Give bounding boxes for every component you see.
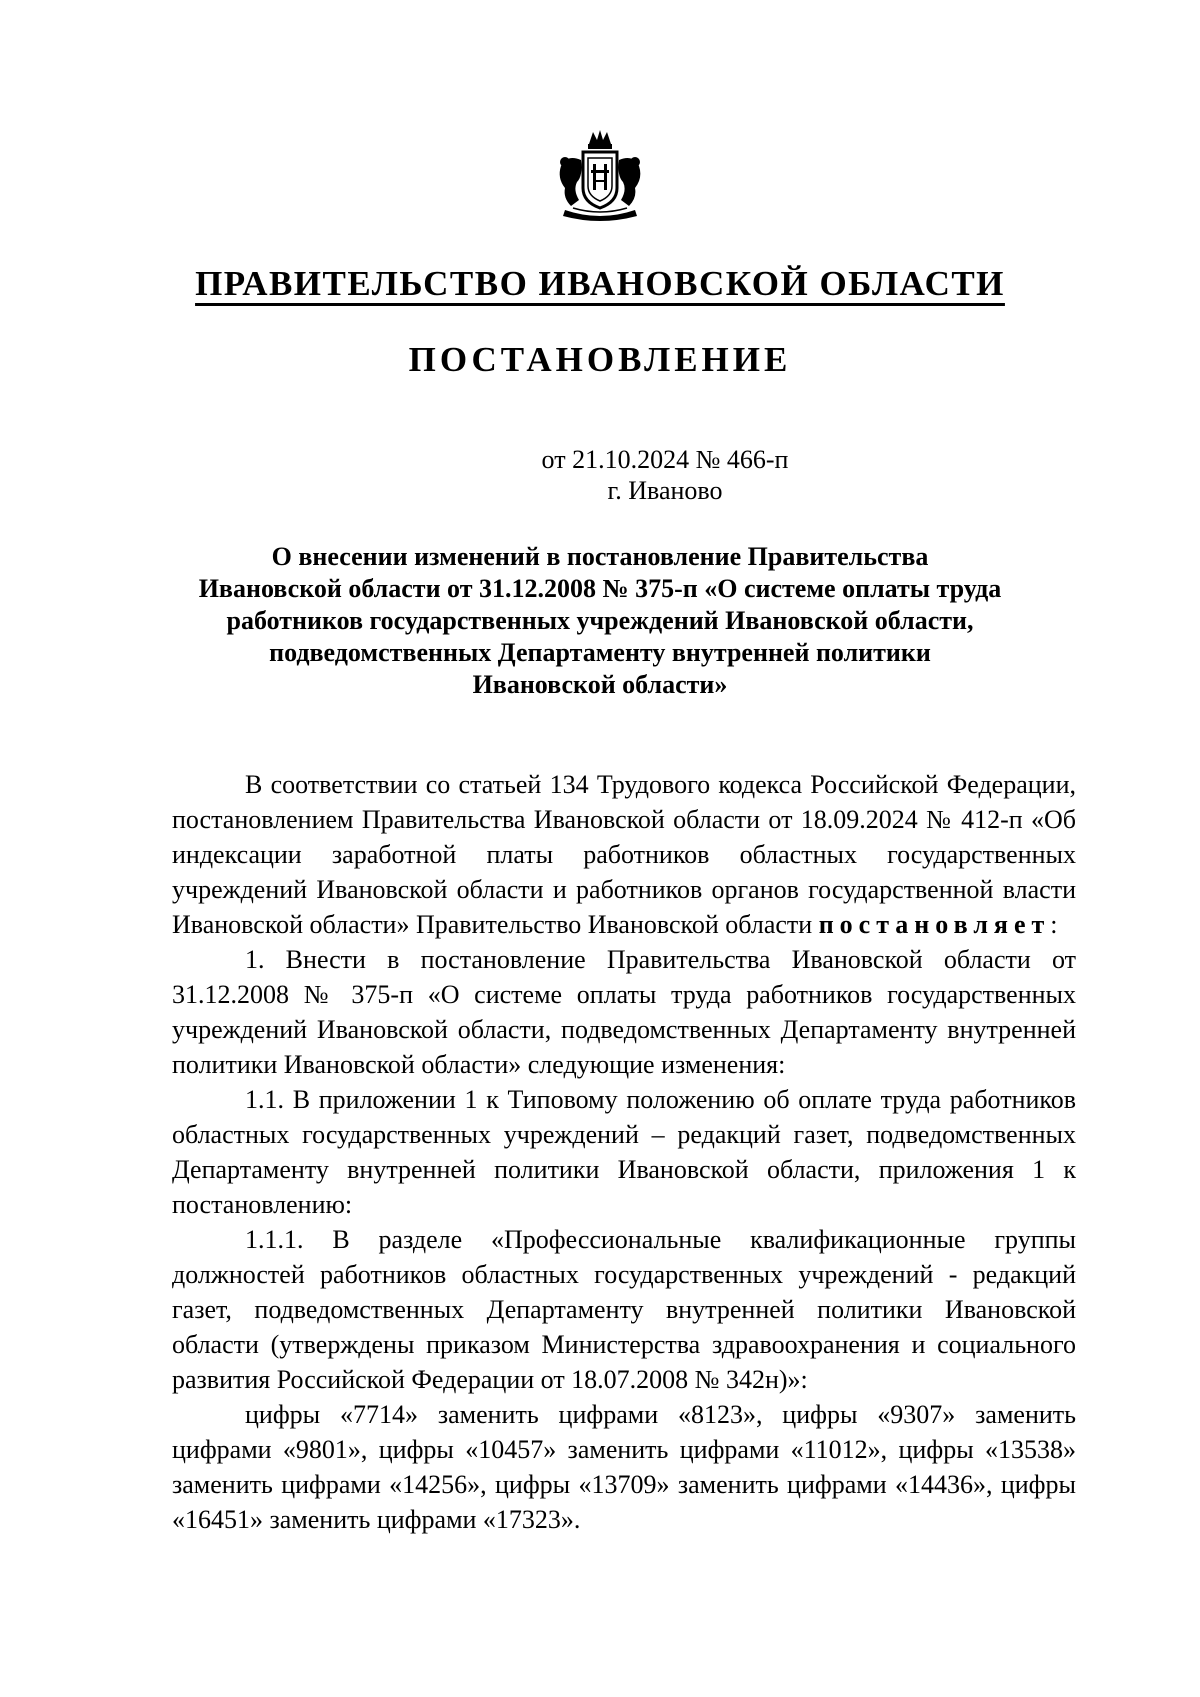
document-type: ПОСТАНОВЛЕНИЕ <box>408 340 792 379</box>
subject-line: работников государственных учреждений Ивановской области, <box>226 606 974 635</box>
document-subject <box>150 541 1050 701</box>
subject-line: Ивановской области» <box>472 670 728 699</box>
document-meta <box>0 444 1200 506</box>
item-1-1-1-paragraph: 1.1.1. В разделе «Профессиональные квалификационные группы должностей работников областных государственных учреждений - редакций газет, подведомственных Департаменту внутренней политики Ивановской области (утверждены приказом Министерства здравоохранения и социального развития Российской Федерации от 18.07.2008 № 342н)»: <box>172 1225 1076 1394</box>
subject-line: подведомственных Департаменту внутренней политики <box>269 638 931 667</box>
decree-word: постановляет <box>818 910 1051 939</box>
subject-line: Ивановской области от 31.12.2008 № 375-п «О системе оплаты труда <box>198 574 1002 603</box>
decree-colon: : <box>1050 910 1058 939</box>
preamble-text: В соответствии со статьей 134 Трудового кодекса Российской Федерации, постановлением Правительства Ивановской области от 18.09.2024 № 412-п «Об индексации заработной платы работников областных государственных учреждений Ивановской области и работников органов государственной власти Ивановской области» Правительство Ивановской области <box>172 770 1076 939</box>
city: г. Иваново <box>607 476 723 505</box>
ivanovo-coat-of-arms-icon <box>551 126 649 226</box>
item-1-paragraph: 1. Внести в постановление Правительства Ивановской области от 31.12.2008 № 375-п «О системе оплаты труда работников государственных учреждений Ивановской области, подведомственных Департаменту внутренней политики Ивановской области» следующие изменения: <box>172 945 1076 1079</box>
subject-line: О внесении изменений в постановление Правительства <box>271 542 929 571</box>
date-number: от 21.10.2024 № 466-п <box>541 445 789 474</box>
preamble-paragraph <box>172 767 1076 942</box>
organization-title <box>0 262 1200 306</box>
organization-title-text: ПРАВИТЕЛЬСТВО ИВАНОВСКОЙ ОБЛАСТИ <box>195 264 1005 303</box>
item-1-1-paragraph: 1.1. В приложении 1 к Типовому положению об оплате труда работников областных государственных учреждений – редакций газет, подведомственных Департаменту внутренней политики Ивановской области, приложения 1 к постановлению: <box>172 1085 1076 1219</box>
replacement-paragraph: цифры «7714» заменить цифрами «8123», цифры «9307» заменить цифрами «9801», цифры «10457» заменить цифрами «11012», цифры «13538» заменить цифрами «14256», цифры «13709» заменить цифрами «14436», цифры «16451» заменить цифрами «17323». <box>172 1400 1076 1534</box>
document-body <box>172 767 1076 1537</box>
